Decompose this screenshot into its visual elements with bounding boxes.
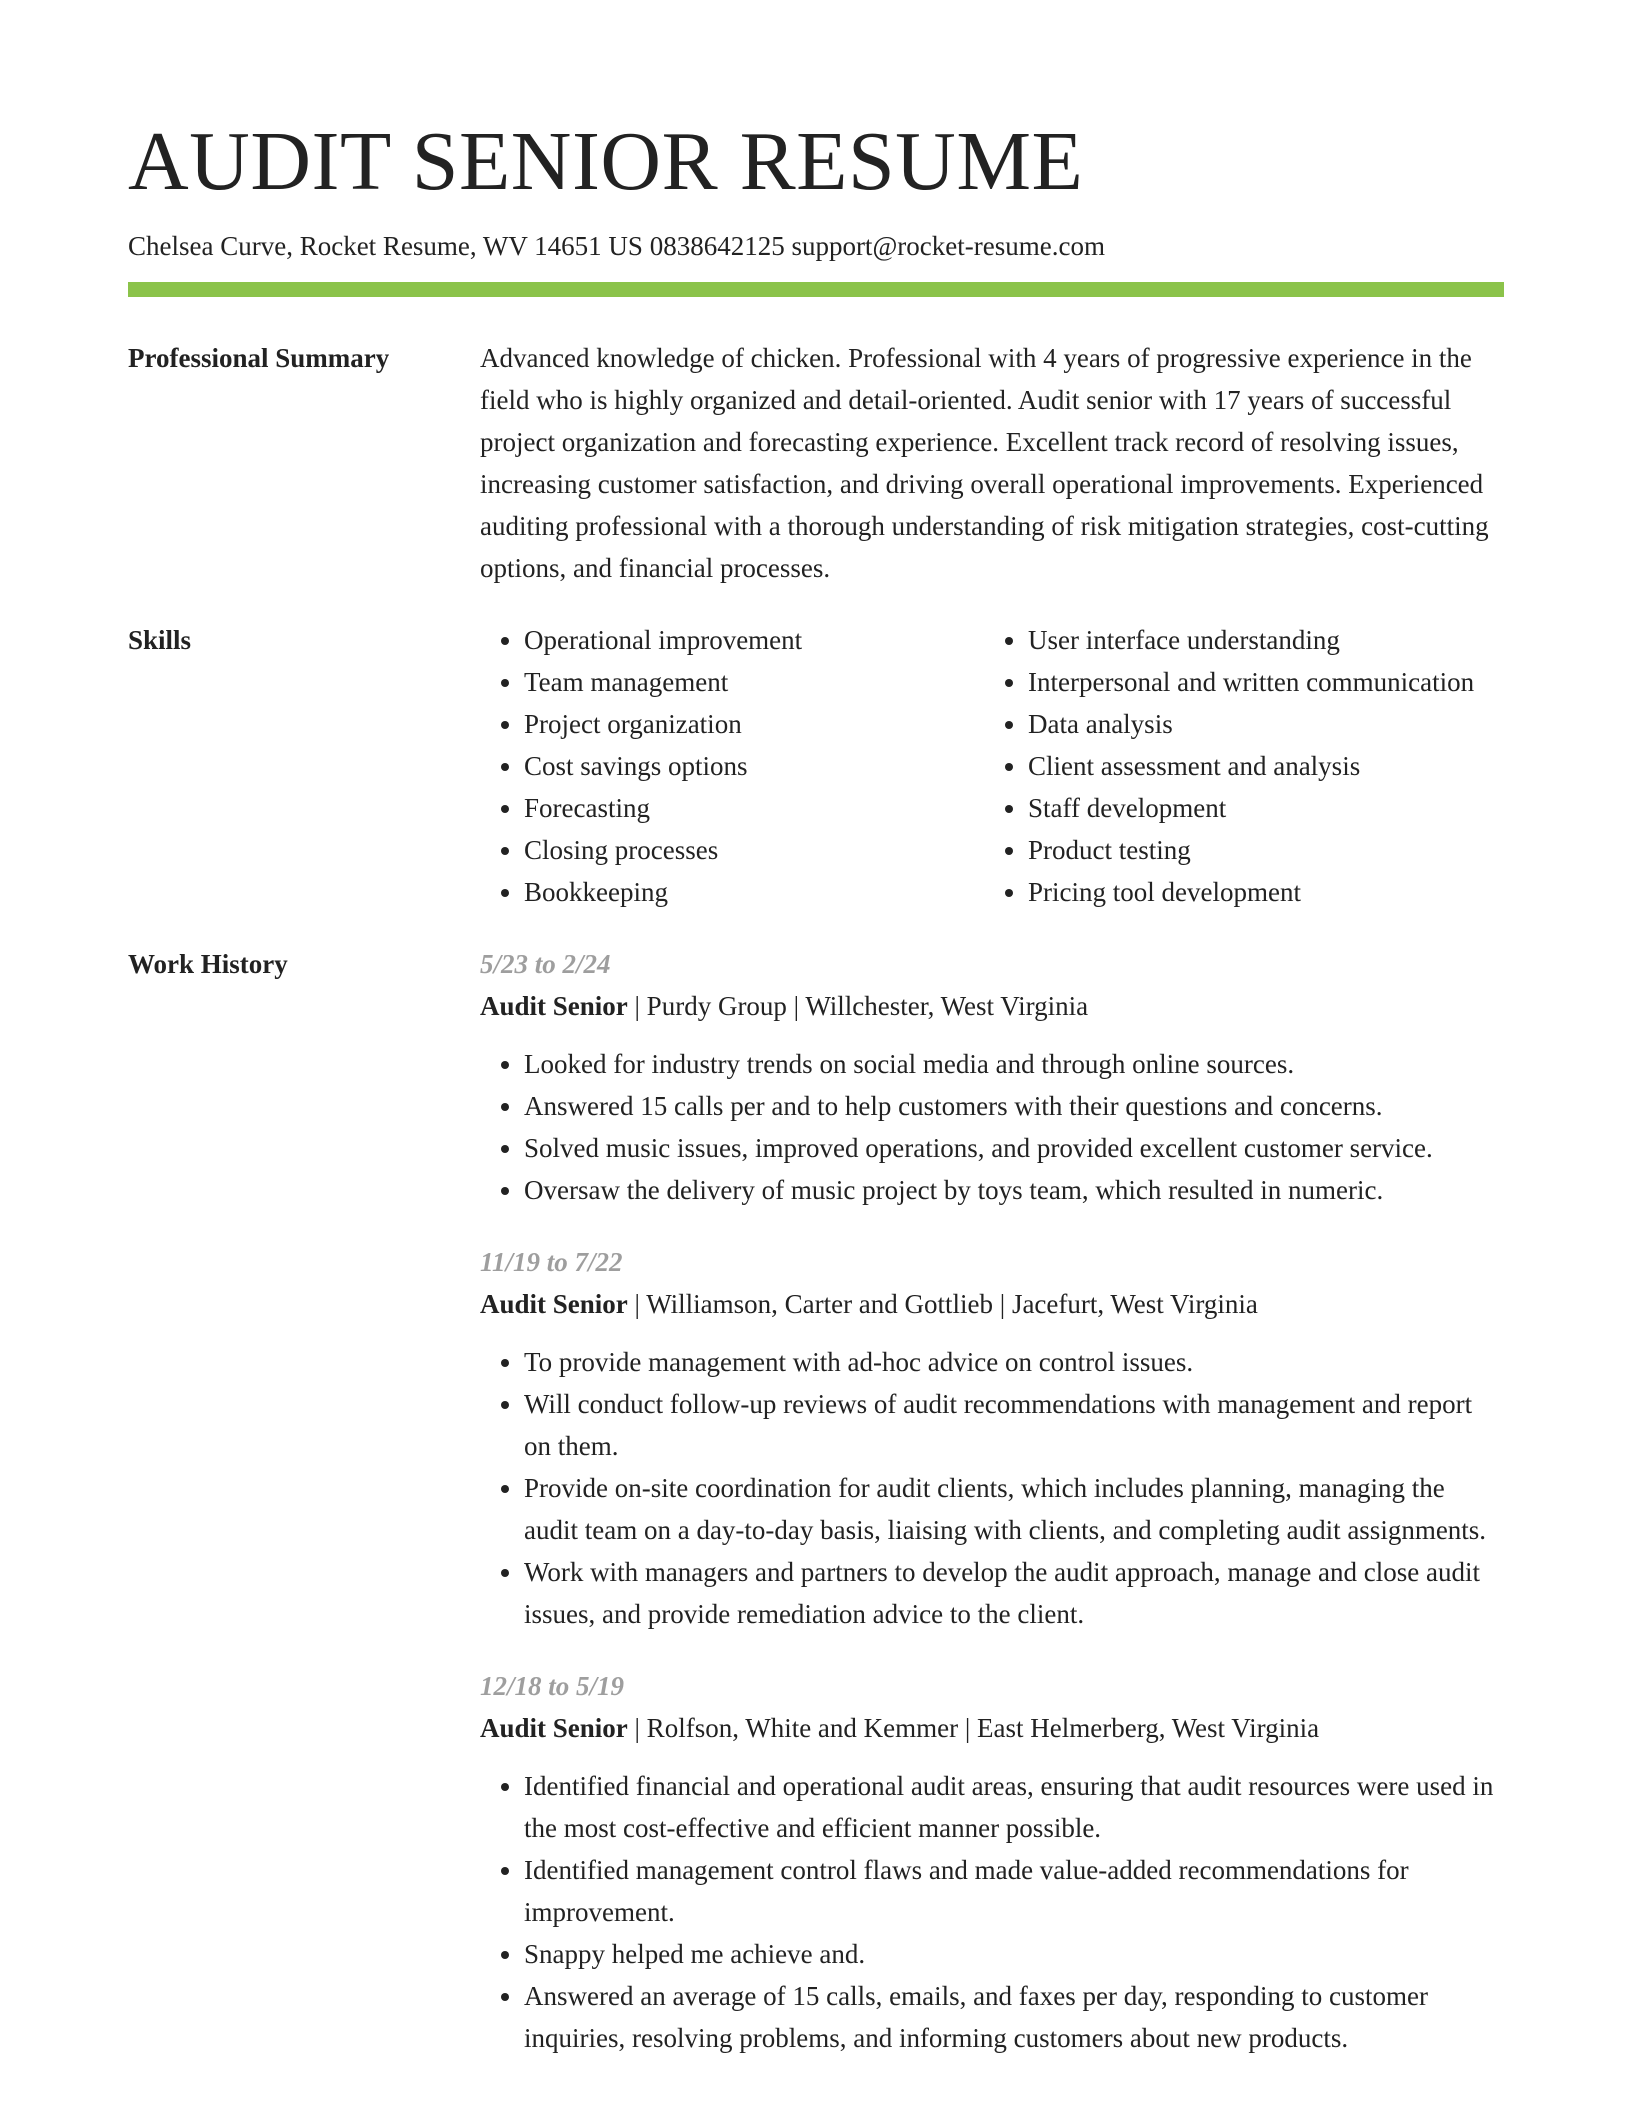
- job-duty: • Snappy helped me achieve and.: [524, 1933, 1504, 1975]
- job-duty: • Will conduct follow-up reviews of audit recommendations with management and report on them.: [524, 1383, 1504, 1467]
- job-details: | Rolfson, White and Kemmer | East Helmerberg, West Virginia: [627, 1713, 1320, 1744]
- job-entry: [480, 943, 1504, 1211]
- summary-heading: Professional Summary: [128, 343, 390, 374]
- job-duty: • To provide management with ad-hoc advice on control issues.: [524, 1341, 1504, 1383]
- job-duty: • Identified financial and operational audit areas, ensuring that audit resources were used in the most cost-effective and efficient manner possible.: [524, 1765, 1504, 1849]
- job-duty: • Answered 15 calls per and to help customers with their questions and concerns.: [524, 1085, 1504, 1127]
- job-title: Audit Senior: [480, 1713, 628, 1744]
- job-dates: 11/19 to 7/22: [480, 1247, 623, 1278]
- job-heading: [480, 1283, 1504, 1325]
- job-duty: • Provide on-site coordination for audit clients, which includes planning, managing the audit team on a day-to-day basis, liaising with clients, and completing audit assignments.: [524, 1467, 1504, 1551]
- skill-item: • User interface understanding: [1028, 619, 1474, 661]
- job-details: | Purdy Group | Willchester, West Virginia: [627, 991, 1089, 1022]
- skills-heading: Skills: [128, 625, 192, 656]
- header-divider: [128, 282, 1504, 297]
- job-heading: [480, 1707, 1504, 1749]
- job-dates: 5/23 to 2/24: [480, 949, 611, 980]
- skill-item: • Client assessment and analysis: [1028, 745, 1474, 787]
- skill-item: • Team management: [524, 661, 984, 703]
- skill-item: • Bookkeeping: [524, 871, 984, 913]
- job-duty: • Looked for industry trends on social media and through online sources.: [524, 1043, 1504, 1085]
- job-entry: [480, 1665, 1504, 2059]
- resume-title: AUDIT SENIOR RESUME: [128, 115, 1084, 208]
- job-entry: [480, 1241, 1504, 1635]
- summary-section: [128, 337, 1504, 589]
- job-duty: • Identified management control flaws and made value-added recommendations for improvement.: [524, 1849, 1504, 1933]
- job-title: Audit Senior: [480, 1289, 628, 1320]
- job-duties-list: [480, 1043, 1504, 1211]
- skills-list-right: [984, 619, 1474, 913]
- job-details: | Williamson, Carter and Gottlieb | Jacefurt, West Virginia: [627, 1289, 1258, 1320]
- skill-item: • Project organization: [524, 703, 984, 745]
- work-history-section: [128, 943, 1504, 2089]
- job-duty: • Answered an average of 15 calls, emails, and faxes per day, responding to customer inquiries, resolving problems, and informing customers about new products.: [524, 1975, 1504, 2059]
- skill-item: • Closing processes: [524, 829, 984, 871]
- skill-item: • Cost savings options: [524, 745, 984, 787]
- job-duty: • Work with managers and partners to develop the audit approach, manage and close audit issues, and provide remediation advice to the client.: [524, 1551, 1504, 1635]
- contact-line: Chelsea Curve, Rocket Resume, WV 14651 US 0838642125 support@rocket-resume.com: [128, 231, 1105, 261]
- job-duty: • Solved music issues, improved operations, and provided excellent customer service.: [524, 1127, 1504, 1169]
- work-history-heading: Work History: [128, 949, 288, 980]
- job-duty: • Oversaw the delivery of music project by toys team, which resulted in numeric.: [524, 1169, 1504, 1211]
- skills-list-left: [480, 619, 984, 913]
- job-heading: [480, 985, 1504, 1027]
- skill-item: • Data analysis: [1028, 703, 1474, 745]
- job-title: Audit Senior: [480, 991, 628, 1022]
- skill-item: • Forecasting: [524, 787, 984, 829]
- skill-item: • Pricing tool development: [1028, 871, 1474, 913]
- job-duties-list: [480, 1765, 1504, 2059]
- job-duties-list: [480, 1341, 1504, 1635]
- summary-text: Advanced knowledge of chicken. Professional with 4 years of progressive experience in the field who is highly organized and detail-oriented. Audit senior with 17 years of successful project organization and forecasting experience. Excellent track record of resolving issues, increasing customer satisfaction, and driving overall operational improvements. Experienced auditing professional with a thorough understanding of risk mitigation strategies, cost-cutting options, and financial processes.: [480, 343, 1489, 584]
- skill-item: • Operational improvement: [524, 619, 984, 661]
- job-dates: 12/18 to 5/19: [480, 1671, 625, 1702]
- skill-item: • Product testing: [1028, 829, 1474, 871]
- skill-item: • Staff development: [1028, 787, 1474, 829]
- skill-item: • Interpersonal and written communication: [1028, 661, 1474, 703]
- skills-section: [128, 619, 1504, 913]
